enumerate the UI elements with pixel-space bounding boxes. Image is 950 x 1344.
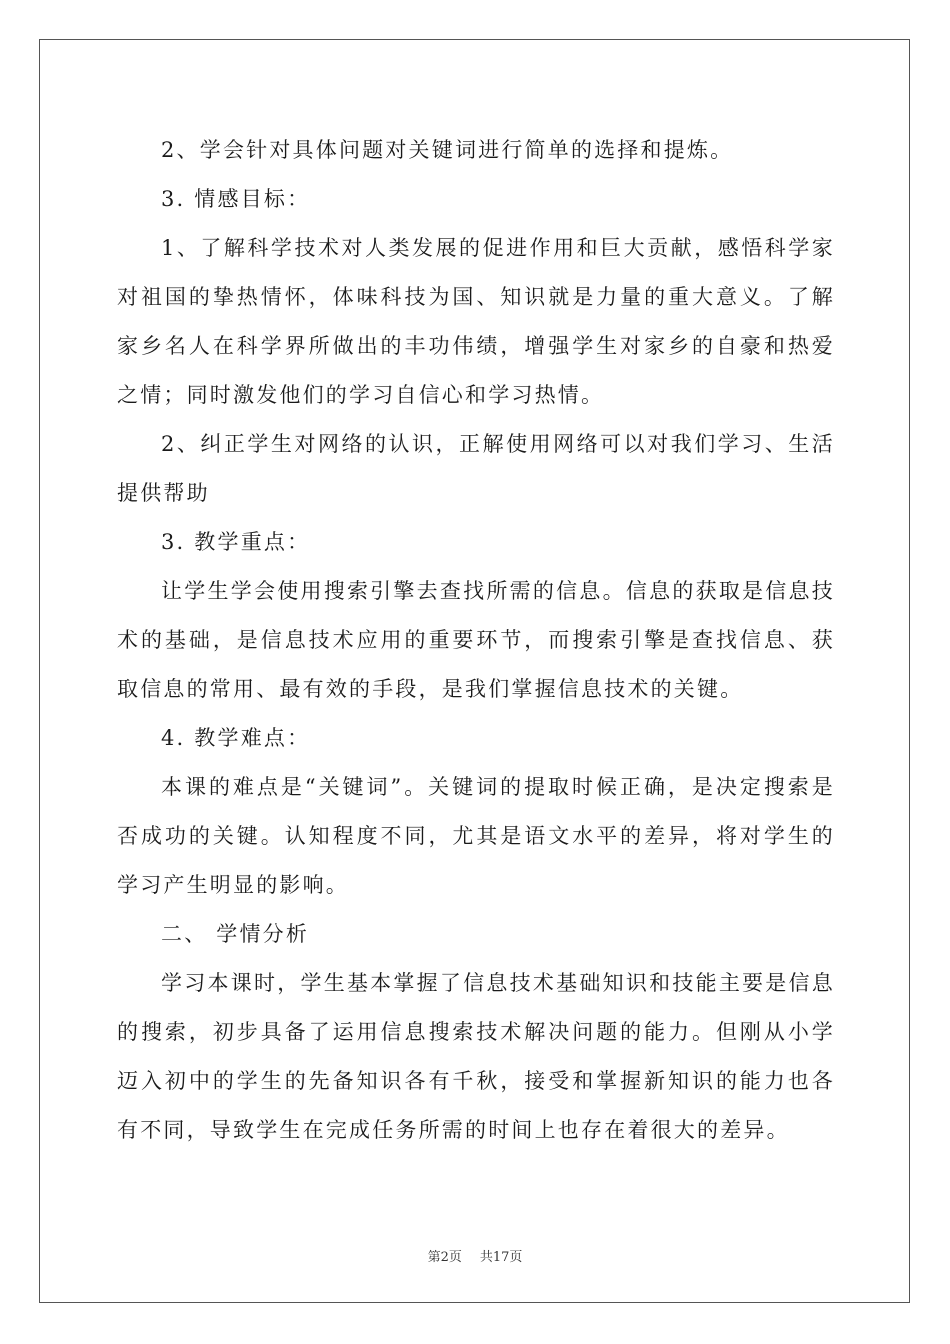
paragraph-keyword-skill: 2、学会针对具体问题对关键词进行简单的选择和提炼。 [161, 138, 734, 162]
page-total: 共17页 [479, 1250, 523, 1265]
paragraph-science-contribution: 1、了解科学技术对人类发展的促进作用和巨大贡献，感悟科学家对祖国的挚热情怀，体味科技为国、知识就是力量的重大意义。了解家乡名人在科学界所做出的丰功伟绩，增强学生对家乡的自豪和热爱之情；同时激发他们的学习自信心和学习热情。 [117, 236, 835, 407]
page-footer [0, 1246, 950, 1265]
paragraph-learner-analysis: 学习本课时，学生基本掌握了信息技术基础知识和技能主要是信息的搜索，初步具备了运用信息搜索技术解决问题的能力。但刚从小学迈入初中的学生的先备知识各有千秋，接受和掌握新知识的能力也各有不同，导致学生在完成任务所需的时间上也存在着很大的差异。 [117, 971, 835, 1142]
paragraph-teaching-focus: 让学生学会使用搜索引擎去查找所需的信息。信息的获取是信息技术的基础，是信息技术应用的重要环节，而搜索引擎是查找信息、获取信息的常用、最有效的手段，是我们掌握信息技术的关键。 [117, 579, 835, 701]
paragraph-network-awareness: 2、纠正学生对网络的认识，正解使用网络可以对我们学习、生活提供帮助 [117, 432, 835, 505]
page-number: 第2页 [427, 1250, 462, 1265]
heading-learner-analysis: 二、 学情分析 [161, 922, 310, 946]
heading-teaching-focus: 3. 教学重点： [161, 530, 311, 554]
paragraph-teaching-difficulty: 本课的难点是“关键词”。关键词的提取时候正确，是决定搜索是否成功的关键。认知程度不同，尤其是语文水平的差异，将对学生的学习产生明显的影响。 [117, 775, 835, 897]
heading-emotional-goals: 3. 情感目标： [161, 187, 311, 211]
document-body [117, 126, 835, 1155]
heading-teaching-difficulty: 4. 教学难点： [161, 726, 311, 750]
